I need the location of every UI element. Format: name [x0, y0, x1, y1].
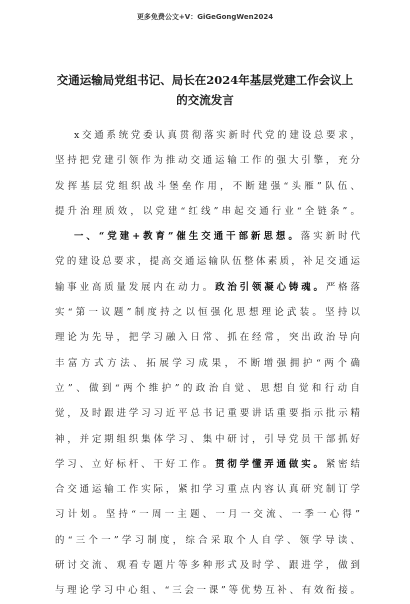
body-line: 研讨交流、观看专题片等多种形式及时学、跟进学，做到	[55, 560, 360, 572]
body-text: 输事业高质量发展内在动力。	[55, 281, 216, 293]
body-line: 习计划。坚持“一周一主题、一月一交流、一季一心得”	[55, 509, 360, 521]
body-text: 紧密结	[325, 458, 360, 470]
body-line: 觉，及时跟进学习习近平总书记重要讲话重要指示批示精	[55, 408, 360, 420]
subheading: 政治引领凝心铸魂。	[215, 281, 326, 293]
body-line: 提升治理质效，以党建“红线”串起交通行业“全链条”。	[55, 205, 360, 217]
subheading: 贯彻学懂弄通做实。	[215, 458, 326, 470]
body-line	[55, 275, 360, 300]
body-text: 学习、立好标杆、干好工作。	[55, 458, 216, 470]
body-line: 党的建设总要求，提高交通运输队伍整体素质，补足交通运	[55, 256, 360, 268]
body-line: 立”、做到“两个维护”的政治自觉、思想自觉和行动自	[55, 382, 360, 394]
body-line: 合交通运输工作实际，紧扣学习重点内容认真研究制订学	[55, 484, 360, 496]
body-line: 神，并定期组织集体学习、集中研讨，引导党员干部抓好	[55, 433, 360, 445]
document-body	[55, 123, 360, 604]
body-line: 实“第一议题”制度持之以恒强化思想理论武装。坚持以	[55, 307, 360, 319]
body-line	[55, 224, 360, 249]
document-title-line-1: 交通运输局党组书记、局长在2024年基层党建工作会议上	[56, 73, 354, 87]
document-title-line-2: 的交流发言	[176, 93, 234, 107]
body-line: 丰富方式方法、拓展学习成果，不断增强拥护“两个确	[55, 357, 360, 369]
body-text: 落实新时代	[300, 231, 360, 243]
body-text: 严格落	[325, 281, 360, 293]
body-line: x交通系统党委认真贯彻落实新时代党的建设总要求，	[74, 130, 360, 141]
body-line	[55, 452, 360, 477]
body-line: 发挥基层党组织战斗堡垒作用，不断建强“头雁”队伍、	[55, 180, 360, 192]
body-line: 坚持把党建引领作为推动交通运输工作的强大引擎，充分	[55, 155, 360, 167]
header-note: 更多免费公文+V：GiGeGongWen2024	[136, 13, 274, 21]
body-line: 的“三个一”学习制度，综合采取个人自学、领学导读、	[55, 534, 360, 546]
body-line: 理论为先导，把学习融入日常、抓在经常，突出政治导向	[55, 332, 360, 344]
body-line: 与理论学习中心组、“三会一课”等优势互补、有效衔接。	[55, 585, 360, 597]
section-heading: 一、“党建+教育”催生交通干部新思想。	[74, 231, 301, 243]
